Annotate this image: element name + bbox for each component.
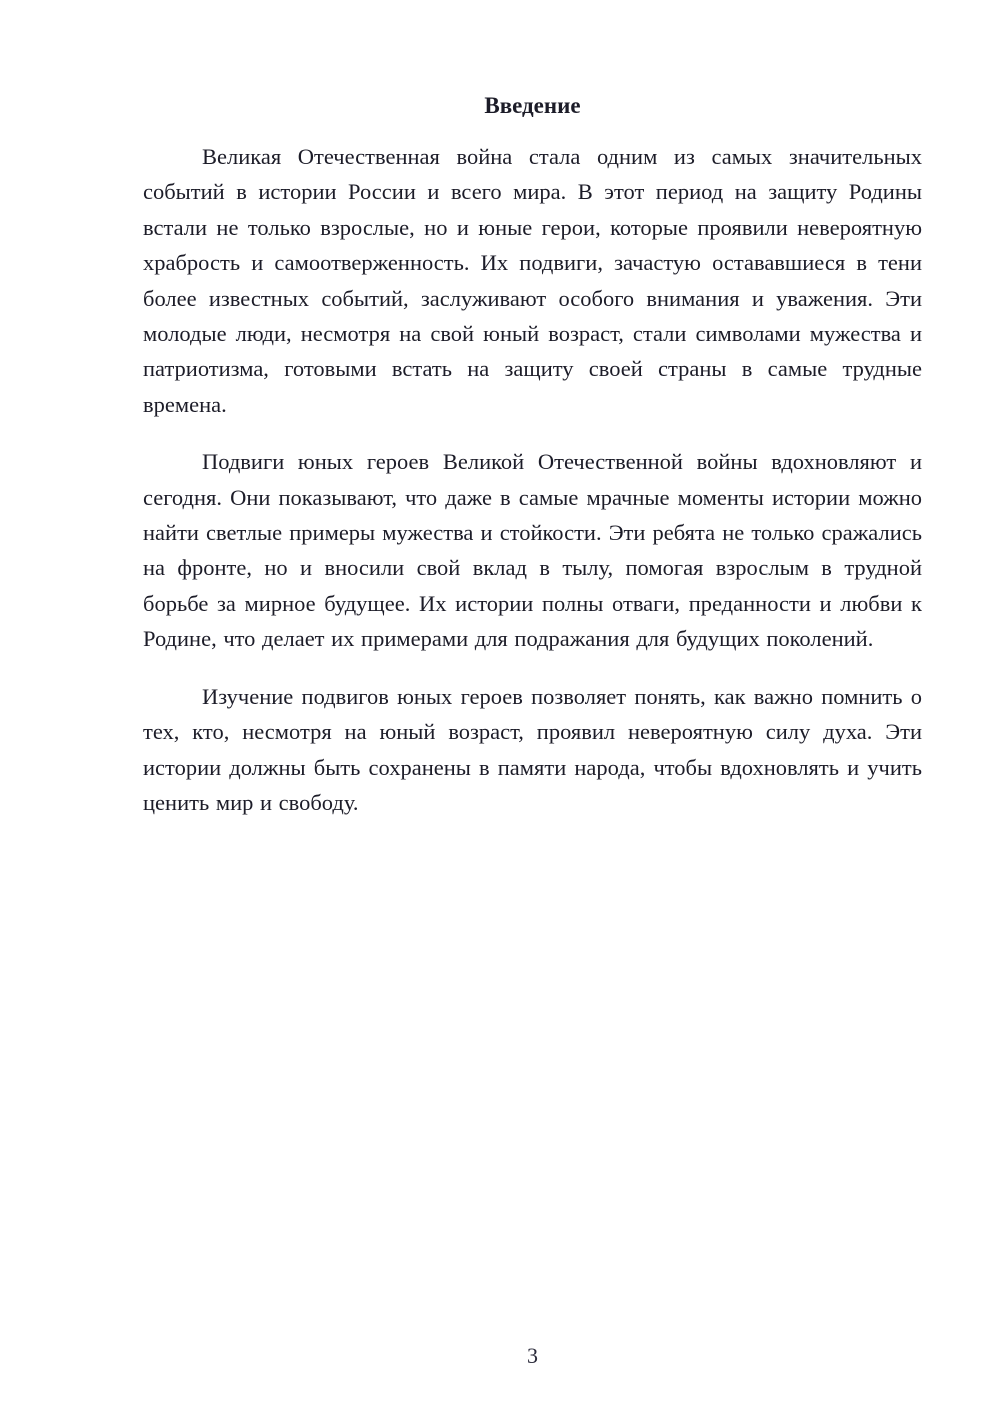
- page-number: 3: [527, 1343, 538, 1368]
- intro-paragraph-3: Изучение подвигов юных героев позволяет понять, как важно помнить о тех, кто, несмотря на юный возраст, проявил невероятную силу духа. Эти истории должны быть сохранены в памяти народа, чтобы вдохновлять и учить ценить мир и свободу.: [143, 683, 922, 815]
- intro-paragraph-2: Подвиги юных героев Великой Отечественной войны вдохновляют и сегодня. Они показывают, что даже в самые мрачные моменты истории можно найти светлые примеры мужества и стойкости. Эти ребята не только сражались на фронте, но и вносили свой вклад в тылу, помогая взрослым в трудной борьбе за мирное будущее. Их истории полны отваги, преданности и любви к Родине, что делает их примерами для подражания для будущих поколений.: [143, 449, 922, 652]
- document-title: Введение: [484, 93, 581, 118]
- intro-paragraph-1: Великая Отечественная война стала одним из самых значительных событий в истории России и всего мира. В этот период на защиту Родины встали не только взрослые, но и юные герои, которые проявили невероятную храбрость и самоотверженность. Их подвиги, зачастую остававшиеся в тени более известных событий, заслуживают особого внимания и уважения. Эти молодые люди, несмотря на свой юный возраст, стали символами мужества и патриотизма, готовыми встать на защиту своей страны в самые трудные времена.: [143, 144, 922, 417]
